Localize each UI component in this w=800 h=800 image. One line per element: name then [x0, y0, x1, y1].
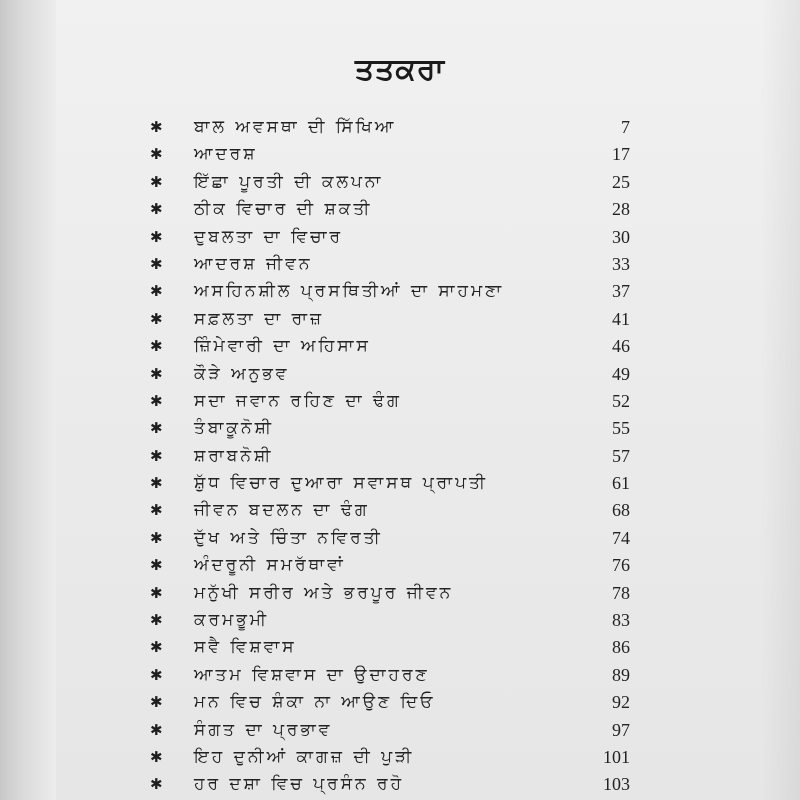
- toc-entry-title: ਜ਼ਿੰਮੇਵਾਰੀ ਦਾ ਅਹਿਸਾਸ: [194, 336, 371, 357]
- toc-entry: [150, 607, 630, 634]
- asterisk-bullet-icon: ✱: [150, 118, 163, 136]
- toc-entry-page-number: 74: [612, 527, 630, 548]
- toc-entry: [150, 169, 630, 196]
- toc-entry-title: ਅੰਦਰੂਨੀ ਸਮਰੱਥਾਵਾਂ: [194, 555, 346, 576]
- asterisk-bullet-icon: ✱: [150, 391, 163, 410]
- asterisk-bullet-icon: ✱: [150, 200, 163, 219]
- toc-entry: [150, 497, 630, 524]
- toc-entry-page-number: 52: [612, 390, 630, 411]
- toc-entry: [150, 744, 630, 771]
- toc-entry-title: ਦੁੱਖ ਅਤੇ ਚਿੰਤਾ ਨਵਿਰਤੀ: [194, 527, 383, 548]
- toc-entry-title: ਇੱਛਾ ਪੂਰਤੀ ਦੀ ਕਲਪਨਾ: [194, 171, 384, 192]
- toc-entry-page-number: 76: [612, 555, 630, 576]
- toc-entry-page-number: 37: [612, 281, 630, 302]
- toc-entry-page-number: 103: [603, 774, 630, 795]
- asterisk-bullet-icon: ✱: [150, 528, 163, 547]
- toc-entry-page-number: 30: [612, 226, 630, 247]
- asterisk-bullet-icon: ✱: [150, 775, 163, 794]
- toc-entry-title: ਆਦਰਸ਼: [194, 144, 258, 165]
- asterisk-bullet-icon: ✱: [150, 172, 163, 191]
- toc-entry: [150, 771, 630, 798]
- toc-entry: [150, 634, 630, 661]
- toc-entry-title: ਹਰ ਦਸ਼ਾ ਵਿਚ ਪ੍ਰਸੰਨ ਰਹੋ: [194, 774, 405, 795]
- toc-entry-title: ਕਰਮਭੂਮੀ: [194, 610, 270, 631]
- toc-entry: [150, 224, 630, 251]
- asterisk-bullet-icon: ✱: [150, 556, 163, 575]
- toc-entry-title: ਜੀਵਨ ਬਦਲਨ ਦਾ ਢੰਗ: [194, 500, 370, 521]
- toc-entry-title: ਆਤਮ ਵਿਸ਼ਵਾਸ ਦਾ ਉਦਾਹਰਣ: [194, 664, 430, 685]
- toc-entry-title: ਮਨ ਵਿਚ ਸ਼ੰਕਾ ਨਾ ਆਉਣ ਦਿਓ: [194, 692, 436, 713]
- toc-entry-title: ਅਸਹਿਨਸ਼ੀਲ ਪ੍ਰਸਥਿਤੀਆਂ ਦਾ ਸਾਹਮਣਾ: [194, 281, 505, 302]
- toc-entry-title: ਸ਼ੁੱਧ ਵਿਚਾਰ ਦੁਆਰਾ ਸਵਾਸਥ ਪ੍ਰਾਪਤੀ: [194, 473, 489, 494]
- toc-entry-page-number: 41: [612, 308, 630, 329]
- toc-entry-title: ਠੀਕ ਵਿਚਾਰ ਦੀ ਸ਼ਕਤੀ: [194, 199, 373, 220]
- toc-entry-title: ਆਦਰਸ਼ ਜੀਵਨ: [194, 253, 313, 274]
- toc-entry-page-number: 25: [612, 171, 630, 192]
- asterisk-bullet-icon: ✱: [150, 254, 163, 273]
- toc-entry-title: ਇਹ ਦੁਨੀਆਂ ਕਾਗਜ਼ ਦੀ ਪੁੜੀ: [194, 746, 415, 767]
- asterisk-bullet-icon: ✱: [150, 611, 163, 630]
- toc-entry-title: ਮਨੁੱਖੀ ਸਰੀਰ ਅਤੇ ਭਰਪੂਰ ਜੀਵਨ: [194, 582, 454, 603]
- asterisk-bullet-icon: ✱: [150, 227, 163, 246]
- toc-entry-page-number: 55: [612, 418, 630, 439]
- asterisk-bullet-icon: ✱: [150, 364, 163, 383]
- toc-entry-page-number: 46: [612, 336, 630, 357]
- toc-entry: [150, 333, 630, 360]
- asterisk-bullet-icon: ✱: [150, 446, 163, 465]
- toc-entry-title: ਦੁਬਲਤਾ ਦਾ ਵਿਚਾਰ: [194, 226, 343, 247]
- toc-entry-page-number: 7: [621, 117, 630, 137]
- toc-entry: [150, 141, 630, 168]
- toc-entry: [150, 580, 630, 607]
- toc-entry-page-number: 68: [612, 500, 630, 521]
- asterisk-bullet-icon: ✱: [150, 145, 163, 164]
- asterisk-bullet-icon: ✱: [150, 665, 163, 684]
- toc-entry: [150, 552, 630, 579]
- asterisk-bullet-icon: ✱: [150, 282, 163, 301]
- page-edge-shadow: [760, 0, 800, 800]
- toc-entry-page-number: 57: [612, 445, 630, 466]
- toc-entry-title: ਬਾਲ ਅਵਸਥਾ ਦੀ ਸਿੱਖਿਆ: [194, 117, 397, 137]
- asterisk-bullet-icon: ✱: [150, 693, 163, 712]
- toc-entry-title: ਤੰਬਾਕੂਨੋਸ਼ੀ: [194, 418, 275, 439]
- toc-title: ਤਤਕਰਾ: [354, 52, 446, 87]
- toc-entry: [150, 251, 630, 278]
- asterisk-bullet-icon: ✱: [150, 583, 163, 602]
- asterisk-bullet-icon: ✱: [150, 638, 163, 657]
- toc-entry-page-number: 49: [612, 363, 630, 384]
- asterisk-bullet-icon: ✱: [150, 309, 163, 328]
- asterisk-bullet-icon: ✱: [150, 474, 163, 493]
- toc-entry-page-number: 83: [612, 610, 630, 631]
- toc-entry: [150, 470, 630, 497]
- toc-entry: [150, 196, 630, 223]
- toc-entry: [150, 415, 630, 442]
- toc-entry-page-number: 89: [612, 664, 630, 685]
- asterisk-bullet-icon: ✱: [150, 337, 163, 356]
- toc-entry: [150, 306, 630, 333]
- toc-entry: [150, 388, 630, 415]
- asterisk-bullet-icon: ✱: [150, 419, 163, 438]
- toc-entry-title: ਕੌੜੇ ਅਨੁਭਵ: [194, 363, 290, 384]
- toc-entry: [150, 278, 630, 305]
- toc-entry-title: ਸਵੈ ਵਿਸ਼ਵਾਸ: [194, 637, 297, 658]
- toc-entry-page-number: 101: [603, 746, 630, 767]
- toc-entry-page-number: 28: [612, 199, 630, 220]
- toc-entry-page-number: 33: [612, 253, 630, 274]
- page-gutter-shadow: [0, 0, 56, 800]
- toc-entry-page-number: 86: [612, 637, 630, 658]
- toc-entry: [150, 662, 630, 689]
- asterisk-bullet-icon: ✱: [150, 747, 163, 766]
- toc-entry-page-number: 61: [612, 473, 630, 494]
- toc-entry-page-number: 92: [612, 692, 630, 713]
- toc-entry: [150, 689, 630, 716]
- toc-entry: [150, 114, 630, 141]
- toc-entry-title: ਸਦਾ ਜਵਾਨ ਰਹਿਣ ਦਾ ਢੰਗ: [194, 390, 402, 411]
- toc-entry-title: ਸੰਗਤ ਦਾ ਪ੍ਰਭਾਵ: [194, 719, 333, 740]
- toc-entry-page-number: 78: [612, 582, 630, 603]
- toc-entry-page-number: 17: [612, 144, 630, 165]
- toc-entry: [150, 443, 630, 470]
- toc-entry: [150, 361, 630, 388]
- toc-entry: [150, 717, 630, 744]
- toc-entry-title: ਸਫ਼ਲਤਾ ਦਾ ਰਾਜ਼: [194, 308, 325, 329]
- toc-entry-title: ਸ਼ਰਾਬਨੋਸ਼ੀ: [194, 445, 274, 466]
- toc-entry-page-number: 97: [612, 719, 630, 740]
- table-of-contents: [150, 114, 630, 799]
- asterisk-bullet-icon: ✱: [150, 720, 163, 739]
- toc-entry: [150, 525, 630, 552]
- asterisk-bullet-icon: ✱: [150, 501, 163, 520]
